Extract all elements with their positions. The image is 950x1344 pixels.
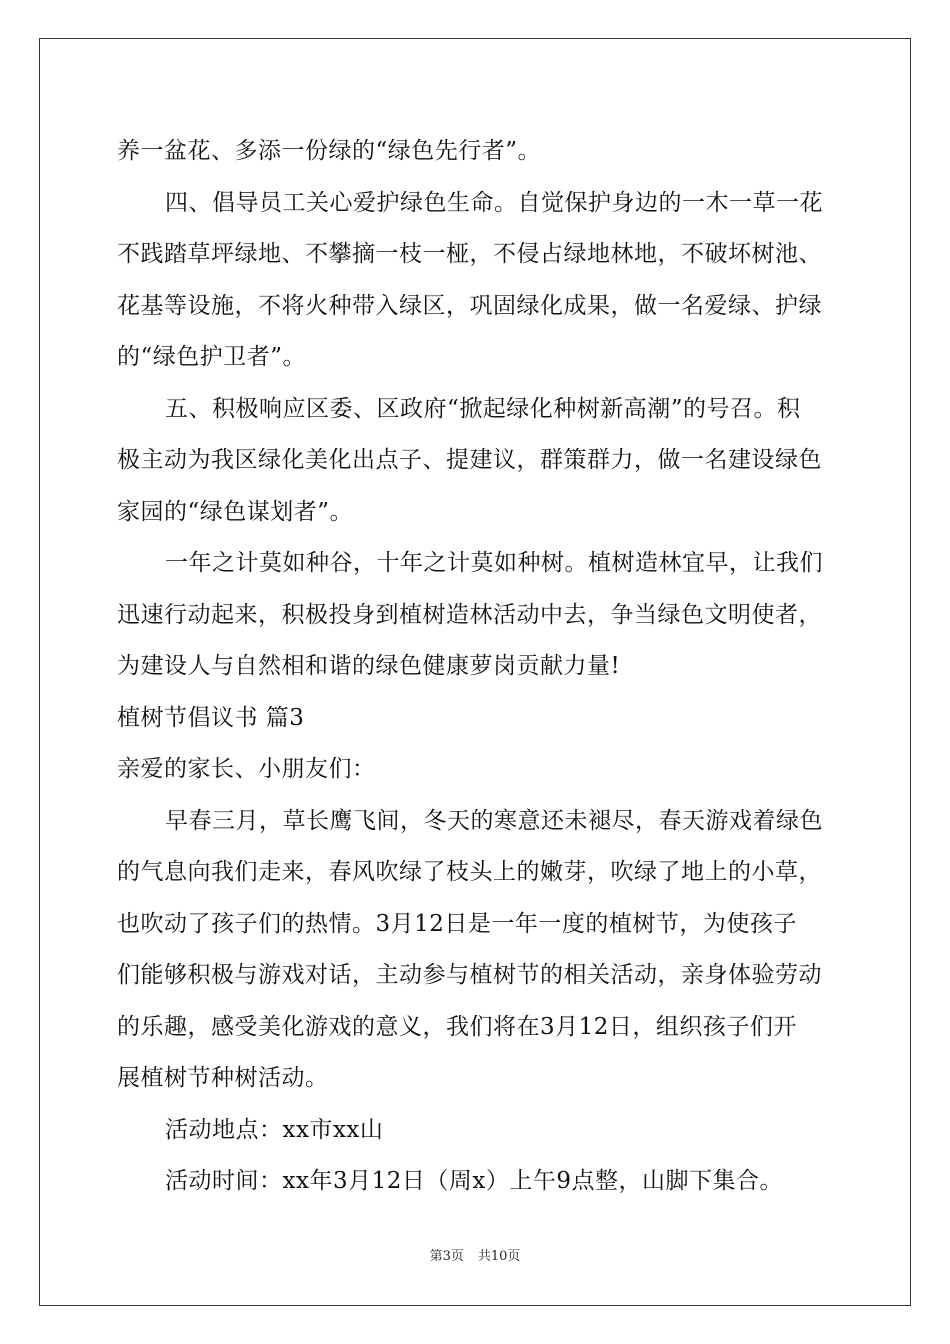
text-line: 展植树节种树活动。 (117, 1065, 329, 1091)
text-line: 养一盆花、多添一份绿的“绿色先行者”。 (117, 138, 542, 164)
document-body (117, 126, 833, 1208)
text-line: 迅速行动起来，积极投身到植树造林活动中去，争当绿色文明使者， (117, 601, 822, 628)
text-line: 的气息向我们走来，春风吹绿了枝头上的嫩芽，吹绿了地上的小草， (117, 859, 822, 885)
activity-location: 活动地点：xx市xx山 (165, 1116, 384, 1143)
text-line: 花基等设施，不将火种带入绿区，巩固绿化成果，做一名爱绿、护绿 (117, 292, 822, 319)
text-line: 家园的“绿色谋划者”。 (117, 498, 354, 525)
paragraph-five-line: 五、积极响应区委、区政府“掀起绿化种树新高潮”的号召。积 (165, 395, 801, 422)
paragraph-four-line: 四、倡导员工关心爱护绿色生命。自觉保护身边的一木一草一花 (165, 189, 823, 216)
activity-time: 活动时间：xx年3月12日（周x）上午9点整，山脚下集合。 (165, 1168, 783, 1194)
page-total: 共10页 (477, 1249, 521, 1264)
text-line: 的“绿色护卫者”。 (117, 344, 307, 370)
text-line: 也吹动了孩子们的热情。3月12日是一年一度的植树节，为使孩子 (117, 910, 797, 937)
text-line: 们能够积极与游戏对话，主动参与植树节的相关活动，亲身体验劳动 (117, 962, 822, 988)
page-footer (0, 1245, 950, 1264)
intro-paragraph-line: 早春三月，草长鹰飞间，冬天的寒意还未褪尽，春天游戏着绿色 (165, 807, 823, 834)
text-line: 极主动为我区绿化美化出点子、提建议，群策群力，做一名建设绿色 (117, 447, 822, 473)
salutation: 亲爱的家长、小朋友们： (117, 756, 376, 782)
page-number: 第3页 (429, 1249, 464, 1264)
closing-paragraph-line: 一年之计莫如种谷，十年之计莫如种树。植树造林宜早，让我们 (165, 550, 823, 576)
section-heading: 植树节倡议书 篇3 (117, 704, 305, 731)
text-line: 不践踏草坪绿地、不攀摘一枝一桠，不侵占绿地林地，不破坏树池、 (117, 241, 822, 267)
text-line: 的乐趣，感受美化游戏的意义，我们将在3月12日，组织孩子们开 (117, 1013, 797, 1040)
text-line: 为建设人与自然相和谐的绿色健康萝岗贡献力量! (117, 653, 621, 679)
